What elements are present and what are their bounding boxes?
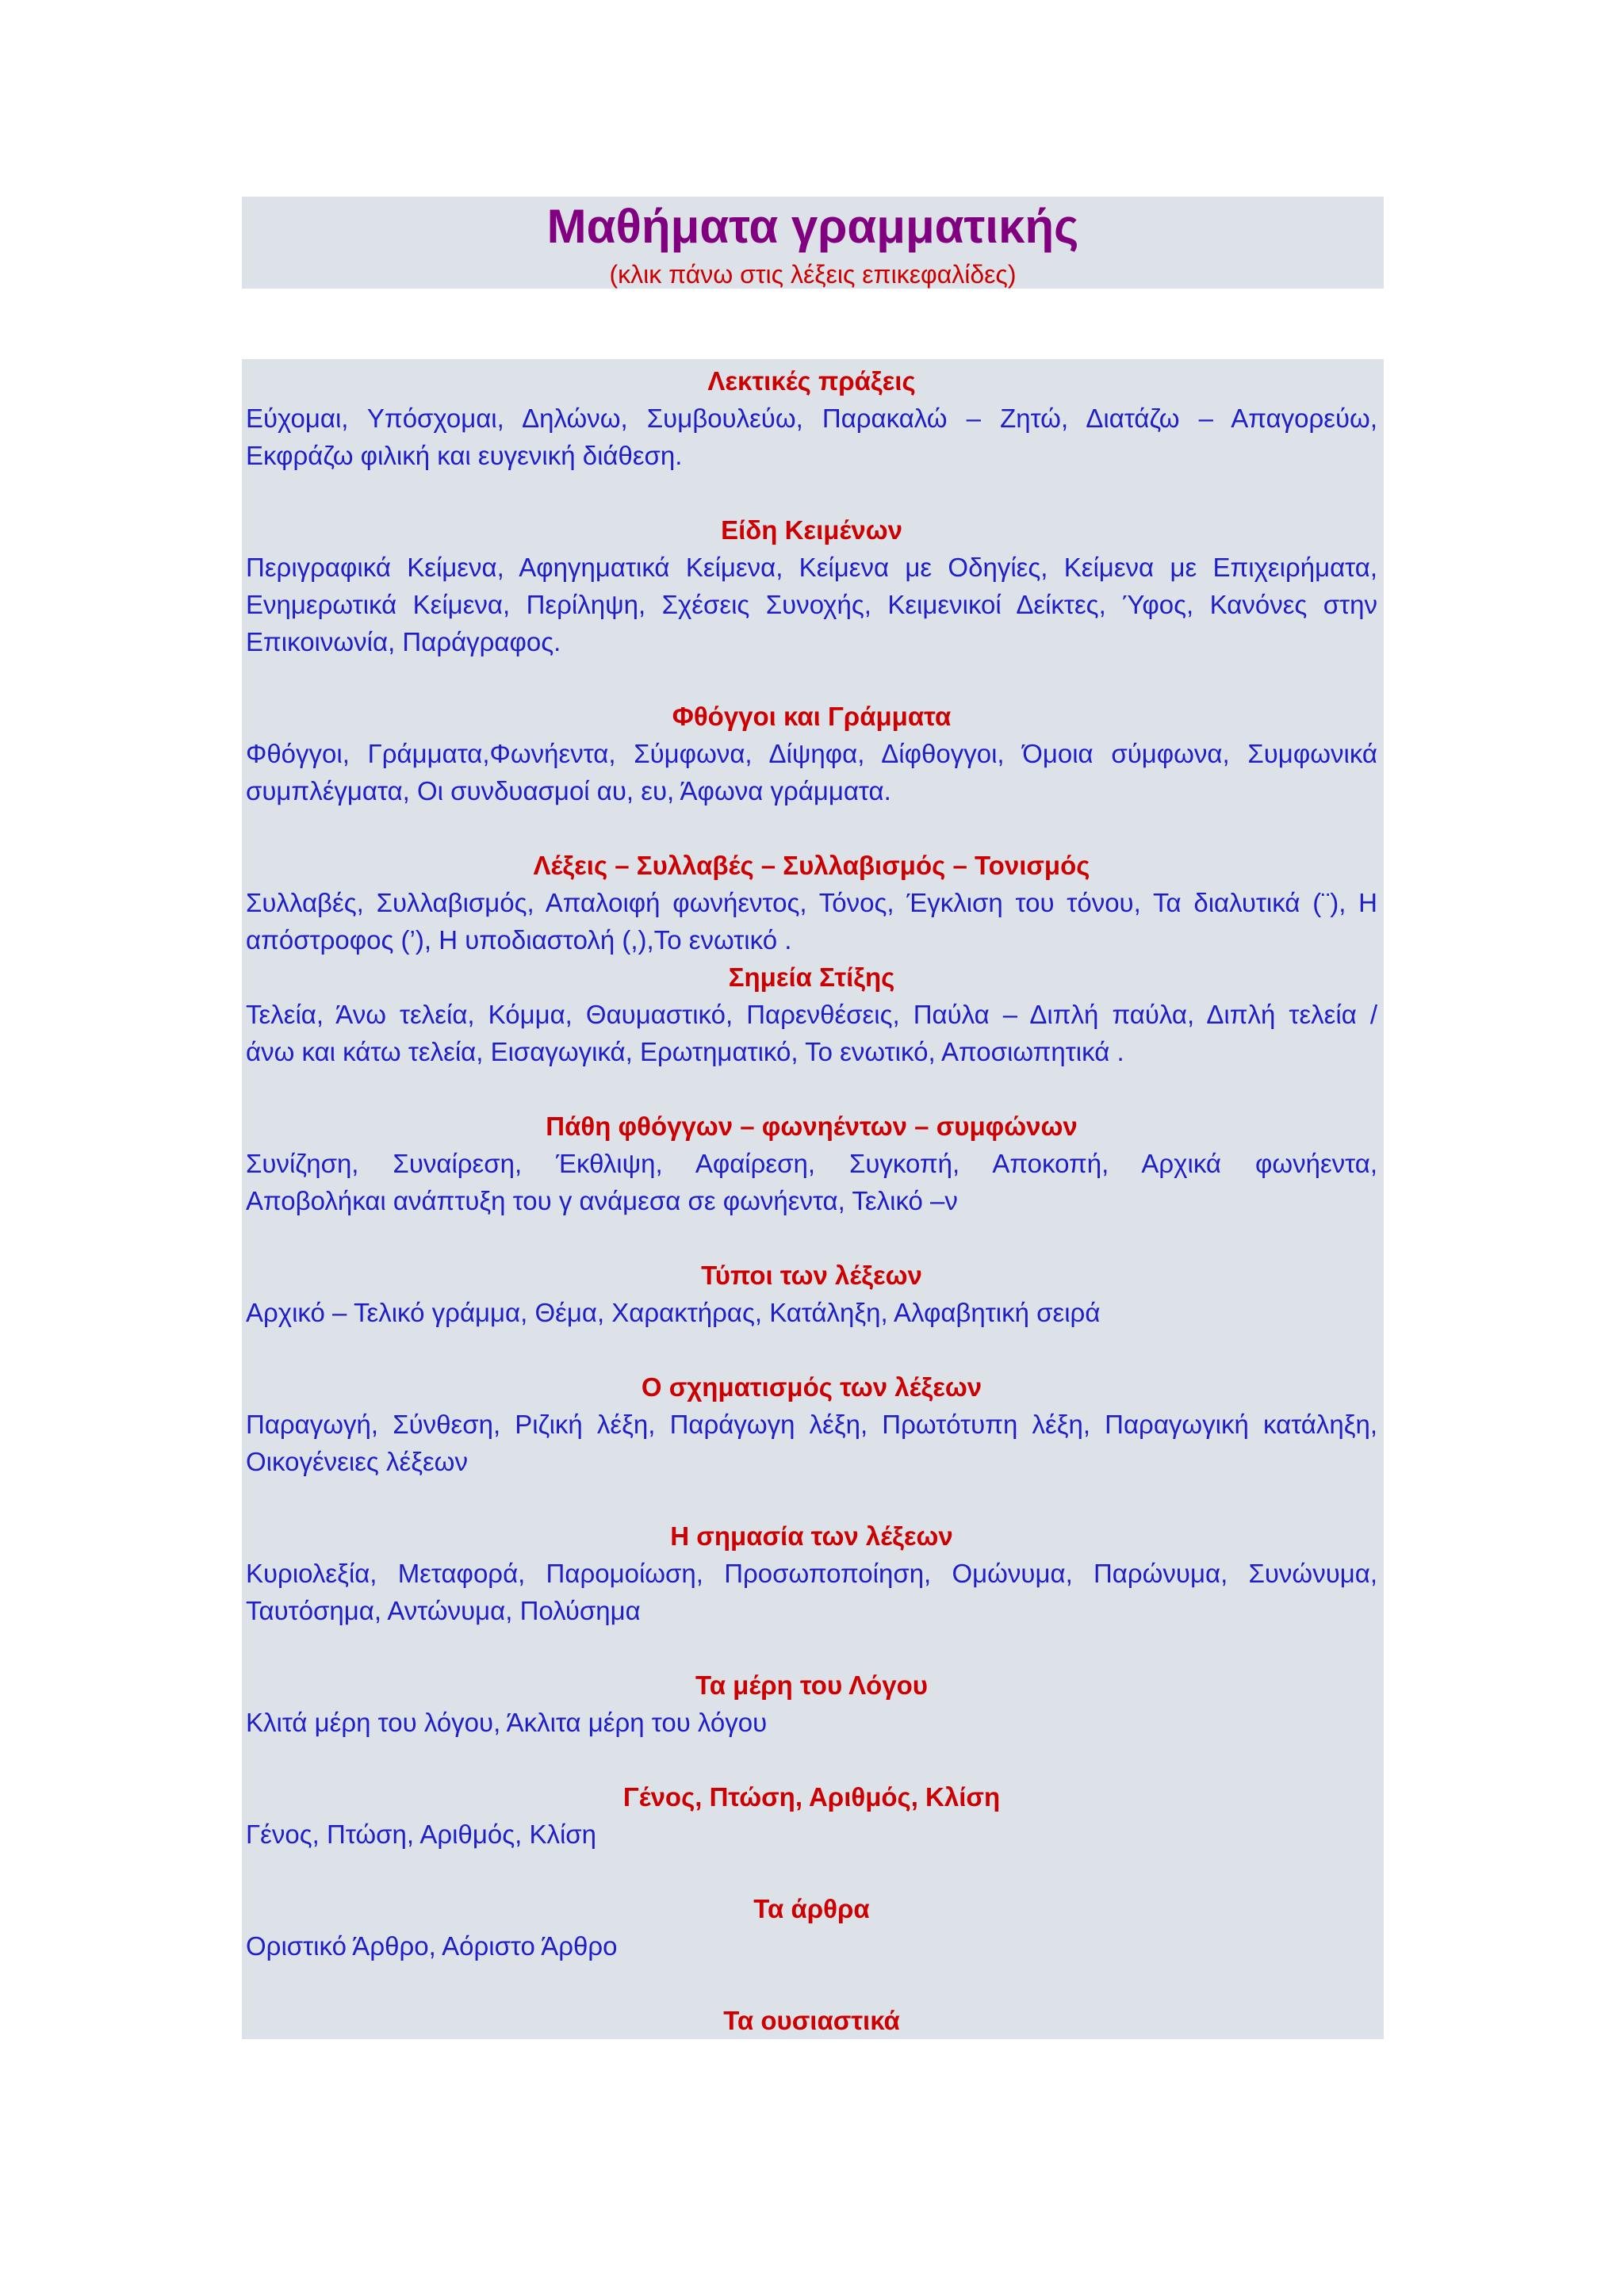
- section-body-line: Συλλαβές, Συλλαβισμός, Απαλοιφή φωνήεντος, Τόνος, Έγκλιση του τόνου, Τα διαλυτικά (¨), Η: [246, 888, 1377, 917]
- heading-link-word-meaning[interactable]: Η σημασία των λέξεων: [670, 1521, 953, 1551]
- section-body-line: Εκφράζω φιλική και ευγενική διάθεση.: [246, 441, 683, 470]
- heading-link-parts-of-speech[interactable]: Τα μέρη του Λόγου: [695, 1670, 928, 1700]
- section-body-line: Φθόγγοι, Γράμματα,Φωνήεντα, Σύμφωνα, Δίψηφα, Δίφθογγοι, Όμοια σύμφωνα, Συμφωνικά: [246, 739, 1377, 768]
- heading-link-nouns[interactable]: Τα ουσιαστικά: [723, 2006, 900, 2035]
- section-body-line: απόστροφος (’), Η υποδιαστολή (,),Το ενωτικό .: [246, 925, 792, 955]
- section-verbal-acts: [246, 362, 1377, 474]
- page-subtitle: (κλικ πάνω στις λέξεις επικεφαλίδες): [609, 260, 1017, 289]
- heading-link-sounds-and-letters[interactable]: Φθόγγοι και Γράμματα: [672, 702, 952, 731]
- section-word-forms: [246, 1257, 1377, 1331]
- section-body-line: Ταυτόσημα, Αντώνυμα, Πολύσημα: [246, 1596, 641, 1625]
- section-nouns: [246, 2002, 1377, 2039]
- section-body-line: Περιγραφικά Κείμενα, Αφηγηματικά Κείμενα, Κείμενα με Οδηγίες, Κείμενα με Επιχειρήματα,: [246, 553, 1377, 582]
- section-word-meaning: [246, 1517, 1377, 1629]
- section-body-line: Τελεία, Άνω τελεία, Κόμμα, Θαυμαστικό, Παρενθέσεις, Παύλα – Διπλή παύλα, Διπλή τελεία /: [246, 1000, 1377, 1029]
- section-body-line: Ενημερωτικά Κείμενα, Περίληψη, Σχέσεις Συνοχής, Κειμενικοί Δείκτες, Ύφος, Κανόνες στην: [246, 590, 1377, 619]
- heading-link-sound-changes[interactable]: Πάθη φθόγγων – φωνηέντων – συμφώνων: [546, 1112, 1078, 1141]
- section-body-line: Κλιτά μέρη του λόγου, Άκλιτα μέρη του λόγου: [246, 1708, 768, 1737]
- section-body-line: Οριστικό Άρθρο, Αόριστο Άρθρο: [246, 1931, 618, 1961]
- section-body-line: Αποβολήκαι ανάπτυξη του γ ανάμεσα σε φωνήεντα, Τελικό –ν: [246, 1186, 958, 1215]
- lessons-panel: [242, 359, 1384, 2039]
- section-body-line: Παραγωγή, Σύνθεση, Ριζική λέξη, Παράγωγη λέξη, Πρωτότυπη λέξη, Παραγωγική κατάληξη,: [246, 1410, 1377, 1439]
- section-punctuation: [246, 959, 1377, 1070]
- section-parts-of-speech: [246, 1667, 1377, 1741]
- section-words-syllables-accent: [246, 847, 1377, 959]
- heading-link-word-formation[interactable]: Ο σχηματισμός των λέξεων: [641, 1372, 982, 1402]
- section-body-line: Οικογένειες λέξεων: [246, 1447, 468, 1476]
- heading-link-punctuation[interactable]: Σημεία Στίξης: [728, 962, 895, 992]
- section-body-line: Συνίζηση, Συναίρεση, Έκθλιψη, Αφαίρεση, Συγκοπή, Αποκοπή, Αρχικά φωνήεντα,: [246, 1149, 1377, 1178]
- heading-link-word-forms[interactable]: Τύποι των λέξεων: [701, 1261, 922, 1290]
- section-body-line: άνω και κάτω τελεία, Εισαγωγικά, Ερωτηματικό, Το ενωτικό, Αποσιωπητικά .: [246, 1037, 1124, 1066]
- heading-link-words-syllables-accent[interactable]: Λέξεις – Συλλαβές – Συλλαβισμός – Τονισμός: [533, 851, 1090, 880]
- heading-link-articles[interactable]: Τα άρθρα: [753, 1894, 870, 1923]
- header-panel: [242, 197, 1384, 289]
- section-text-types: [246, 511, 1377, 660]
- section-articles: [246, 1890, 1377, 1965]
- heading-link-verbal-acts[interactable]: Λεκτικές πράξεις: [707, 366, 916, 396]
- page-title: Μαθήματα γραμματικής: [546, 200, 1079, 253]
- section-sound-changes: [246, 1108, 1377, 1219]
- section-body-line: Επικοινωνία, Παράγραφος.: [246, 627, 561, 656]
- section-body-line: συμπλέγματα, Οι συνδυασμοί αυ, ευ, Άφωνα γράμματα.: [246, 776, 891, 806]
- section-body-line: Εύχομαι, Υπόσχομαι, Δηλώνω, Συμβουλεύω, Παρακαλώ – Ζητώ, Διατάζω – Απαγορεύω,: [246, 404, 1377, 433]
- section-body-line: Αρχικό – Τελικό γράμμα, Θέμα, Χαρακτήρας, Κατάληξη, Αλφαβητική σειρά: [246, 1298, 1101, 1327]
- section-sounds-and-letters: [246, 698, 1377, 809]
- section-body-line: Γένος, Πτώση, Αριθμός, Κλίση: [246, 1820, 597, 1849]
- heading-link-text-types[interactable]: Είδη Κειμένων: [721, 515, 902, 545]
- heading-link-gender-case-number-inflection[interactable]: Γένος, Πτώση, Αριθμός, Κλίση: [622, 1782, 1001, 1812]
- section-word-formation: [246, 1368, 1377, 1480]
- section-gender-case-number-inflection: [246, 1778, 1377, 1853]
- section-body-line: Κυριολεξία, Μεταφορά, Παρομοίωση, Προσωποποίηση, Ομώνυμα, Παρώνυμα, Συνώνυμα,: [246, 1559, 1377, 1588]
